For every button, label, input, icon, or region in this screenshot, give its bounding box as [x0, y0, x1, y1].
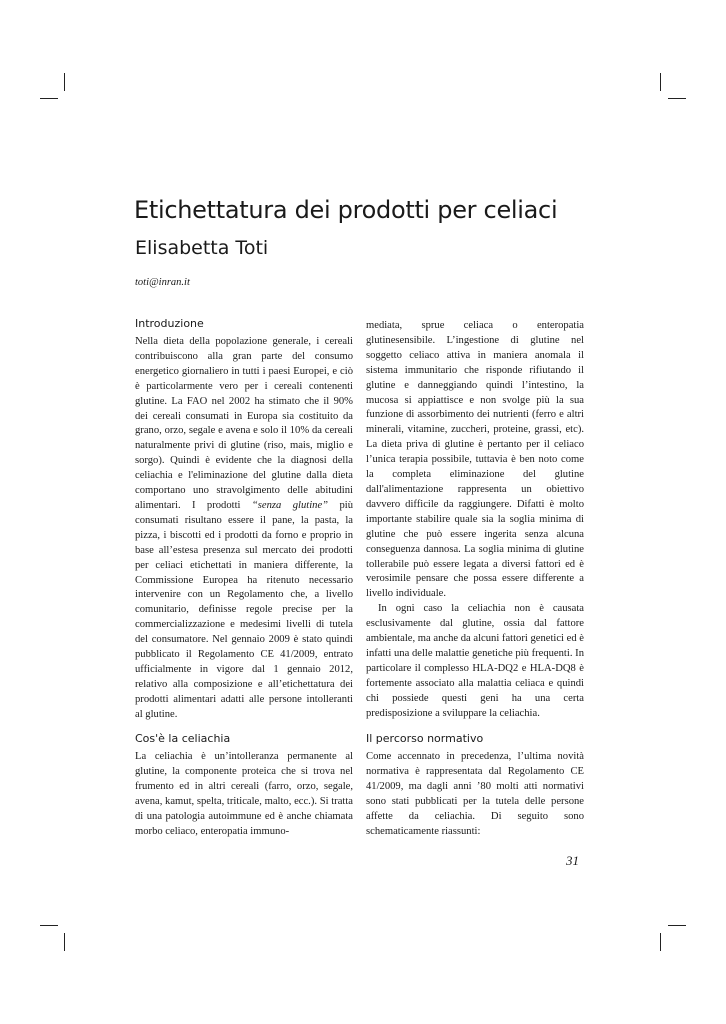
crop-mark [660, 73, 661, 91]
paragraph: Come accennato in precedenza, l’ultima novità normativa è rappresentata dal Regolamento CE 41/2009, ma dagli anni ’80 molti atti normativi sono stati pubblicati per la tutela delle persone affette da celiachia. Di seguito sono schematicamente riassunti: [366, 751, 584, 837]
crop-mark [660, 933, 661, 951]
section-heading-celiachia: Cos'è la celiachia [135, 732, 231, 745]
paragraph: La celiachia è un’intolleranza permanente al glutine, la componente proteica che si trova nel frumento ed in altri cereali (farro, orzo, segale, avena, kamut, spelta, triticale, malto, ecc.). Si tratta di una patologia autoimmune ed è anche chiamata morbo celiaco, enteropatia immuno- [135, 751, 353, 837]
crop-mark [668, 925, 686, 926]
crop-mark [40, 925, 58, 926]
column-left-bottom [135, 732, 353, 839]
article-title: Etichettatura dei prodotti per celiaci [134, 196, 558, 224]
emphasis-text: “senza glutine” [251, 499, 329, 511]
paragraph: In ogni caso la celiachia non è causata esclusivamente dal glutine, ossia dal fattore ambientale, ma anche da alcuni fattori genetici ed è infatti una delle malattie genetiche più frequenti. In particolare il complesso HLA-DQ2 e HLA-DQ8 è fortemente associato alla malattia celiaca e quindi chi possiede questi geni ha una certa predisposizione a sviluppare la celiachia. [366, 603, 584, 719]
section-heading-percorso-normativo: Il percorso normativo [366, 732, 484, 745]
crop-mark [64, 73, 65, 91]
author-email: toti@inran.it [135, 277, 190, 288]
crop-mark [668, 98, 686, 99]
column-left-top [135, 317, 353, 723]
crop-mark [64, 933, 65, 951]
section-heading-introduzione: Introduzione [135, 317, 204, 330]
author-name: Elisabetta Toti [135, 237, 269, 259]
crop-mark [40, 98, 58, 99]
column-right-top [366, 319, 584, 721]
paragraph: Nella dieta della popolazione generale, i cereali contribuiscono alla gran parte del consumo energetico giornaliero in tutti i paesi Europei, e ciò è particolarmente vero per i cereali contenenti glutine. La FAO nel 2002 ha stimato che il 90% dei cereali consumati in Europa sia costituito da grano, orzo, segale e avena e solo il 10% da cereali naturalmente privi di glutine (riso, mais, miglio e sorgo). Quindi è evidente che la diagnosi della celiachia e l'eliminazione del glutine dalla dieta comportano uno stravolgimento delle abitudini alimentari. I prodotti “senza glutine” più consumati risultano essere il pane, la pasta, la pizza, i biscotti ed i prodotti da forno e proprio in base all’estesa presenza sul mercato dei prodotti per celiaci etichettati in maniera differente, la Commissione Europea ha ritenuto necessario intervenire con un Regolamento che, a livello comunitario, definisse regole precise per la commercializzazione e medesimi livelli di tutela del consumatore. Nel gennaio 2009 è stato quindi pubblicato il Regolamento CE 41/2009, entrato ufficialmente in vigore dal 1 gennaio 2012, relativo alla composizione e all’etichettatura dei prodotti alimentari adatti alle persone intolleranti al glutine. [135, 336, 353, 720]
page-number: 31 [566, 853, 579, 868]
paragraph: mediata, sprue celiaca o enteropatia glutinesensibile. L’ingestione di glutine nel soggetto celiaco attiva in maniera anomala il sistema immunitario che risponde rifiutando il glutine e danneggiando quindi l’intestino, la mucosa si appiattisce e non svolge più la sua funzione di assorbimento dei nutrienti (ferro e altri minerali, vitamine, zuccheri, proteine, grassi, etc). La dieta priva di glutine è pertanto per il celiaco l’unica terapia possibile, tuttavia è ben noto come la completa eliminazione del glutine dall'alimentazione rappresenta un obiettivo davvero difficile da raggiungere. Difatti è molto importante stabilire quale sia la soglia minima di glutine che può essere ingerita senza alcuna conseguenza dannosa. La soglia minima di glutine tollerabile può essere legata a diversi fattori ed è verosimile pensare che possa essere differente a livello individuale. [366, 320, 584, 600]
column-right-bottom [366, 732, 584, 839]
